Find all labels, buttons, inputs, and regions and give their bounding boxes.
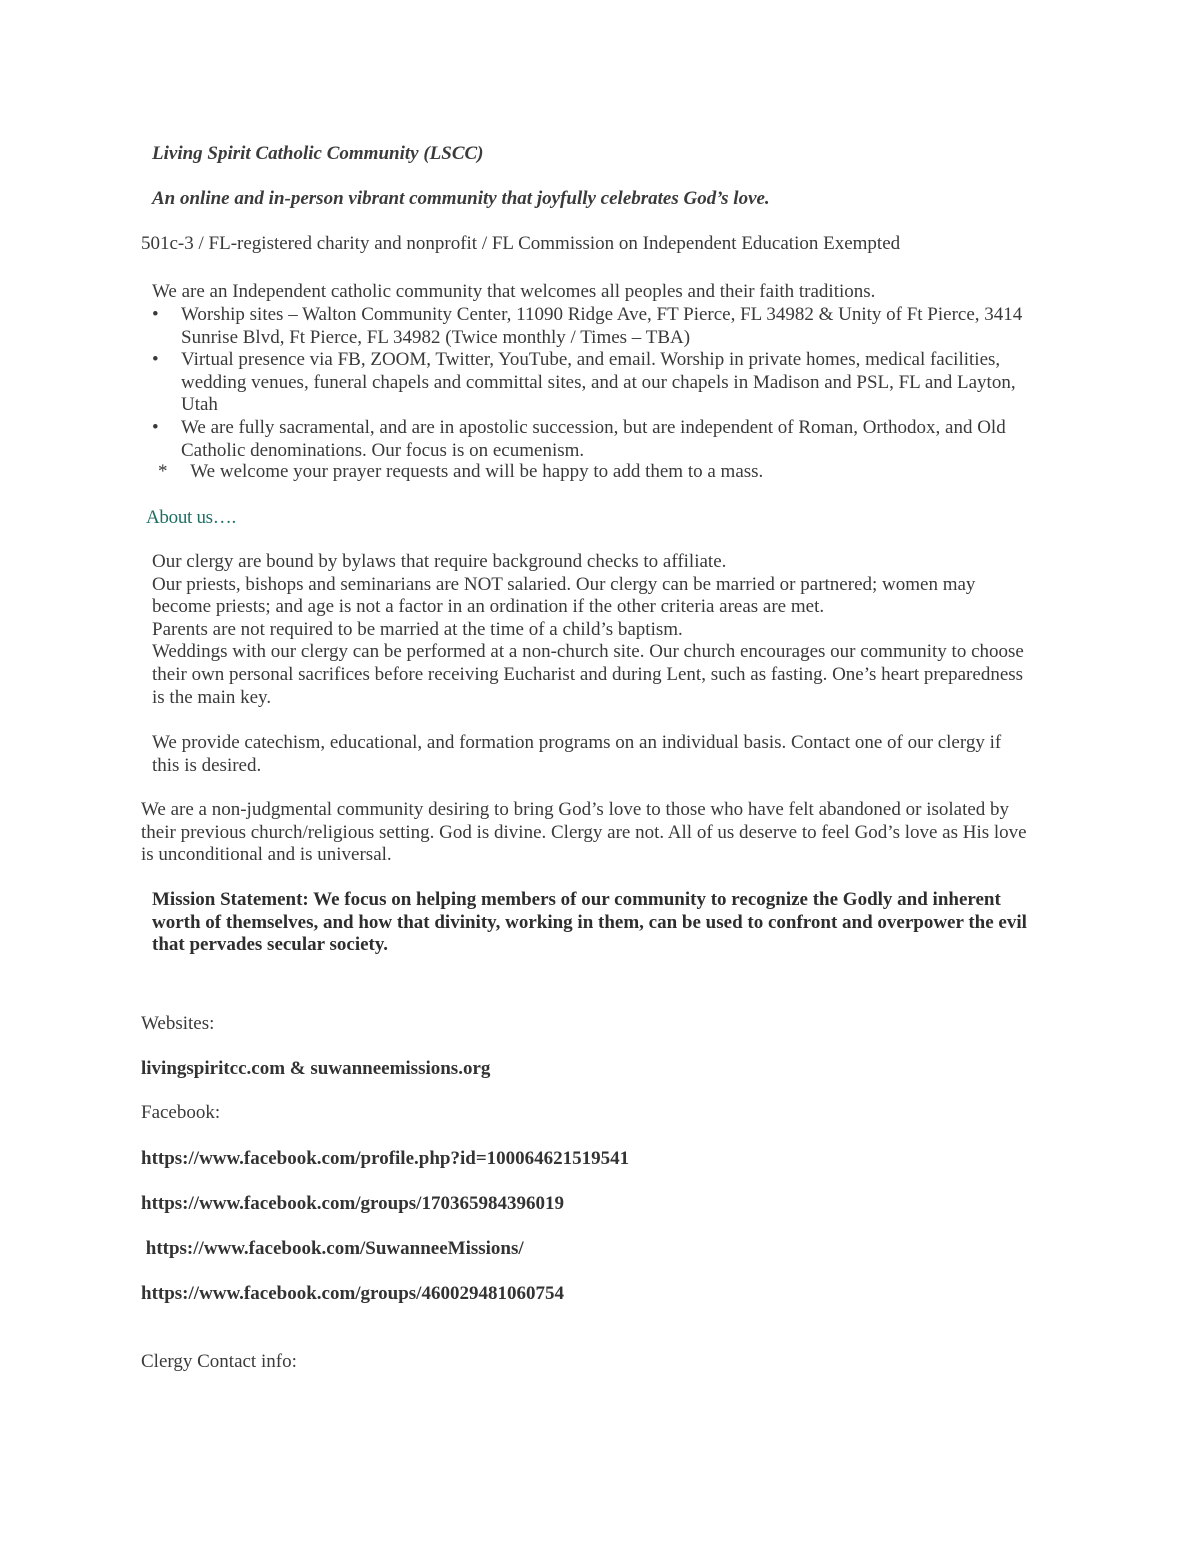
community-line: their previous church/religious setting. God is divine. Clergy are not. All of us deserve to feel God’s love as His love [141,821,1027,843]
virtual-presence-text: Virtual presence via FB, ZOOM, Twitter, YouTube, and email. Worship in private homes, medical facilities, wedding venues, funeral chapels and committal sites, and at our chapels in Madison and PSL, FL and Layton, Utah [181,349,1016,416]
websites-label: Websites: [141,1013,215,1034]
about-line: Our priests, bishops and seminarians are NOT salaried. Our clergy can be married or partnered; women may [152,573,976,595]
bullet-icon: • [152,349,159,371]
charity-status: 501c-3 / FL-registered charity and nonprofit / FL Commission on Independent Education Exempted [141,233,901,254]
welcome-statement: We are an Independent catholic community that welcomes all peoples and their faith traditions. [152,281,876,302]
prayer-request-text: We welcome your prayer requests and will be happy to add them to a mass. [190,461,764,482]
community-line: We are a non-judgmental community desiring to bring God’s love to those who have felt abandoned or isolated by [141,799,1010,820]
catechism-paragraph [152,732,1072,777]
bullet-icon: • [152,416,159,438]
about-line: Our clergy are bound by bylaws that require background checks to affiliate. [152,551,727,572]
about-heading: About us…. [146,507,236,528]
catechism-line: this is desired. [152,754,262,776]
about-paragraph [152,551,1072,709]
clergy-contact-label: Clergy Contact info: [141,1351,297,1372]
community-paragraph [141,799,1061,867]
list-item [152,349,1052,417]
list-item [152,304,1052,349]
mission-line: that pervades secular society. [152,934,389,956]
about-line: Weddings with our clergy can be performed at a non-church site. Our church encourages our community to choose [152,641,1024,663]
facebook-group-link[interactable]: https://www.facebook.com/groups/170365984396019 [141,1193,564,1214]
page-title: Living Spirit Catholic Community (LSCC) [152,143,484,164]
about-line: Parents are not required to be married at the time of a child’s baptism. [152,618,683,640]
sacramental-text: We are fully sacramental, and are in apostolic succession, but are independent of Roman, Orthodox, and Old Catholic denominations. Our focus is on ecumenism. [181,416,1006,461]
mission-line: Mission Statement: We focus on helping members of our community to recognize the Godly and inherent [152,889,1001,910]
facebook-profile-link[interactable]: https://www.facebook.com/profile.php?id=100064621519541 [141,1148,630,1169]
websites-link[interactable]: livingspiritcc.com & suwanneemissions.org [141,1058,491,1079]
bullet-icon: • [152,304,159,325]
facebook-label: Facebook: [141,1102,221,1123]
mission-line: worth of themselves, and how that divinity, working in them, can be used to confront and overpower the evil [152,911,1027,933]
facebook-group-link[interactable]: https://www.facebook.com/groups/460029481060754 [141,1283,564,1304]
about-line: become priests; and age is not a factor in an ordination if the other criteria areas are met. [152,596,825,618]
mission-statement [152,889,1072,957]
list-item [152,417,1052,462]
asterisk-icon: * [158,461,168,482]
prayer-request-note [158,461,763,484]
about-line: their own personal sacrifices before receiving Eucharist and during Lent, such as fasting. One’s heart preparedness [152,663,1024,685]
community-line: is unconditional and is universal. [141,844,392,866]
catechism-line: We provide catechism, educational, and formation programs on an individual basis. Contact one of our clergy if [152,732,1002,753]
about-line: is the main key. [152,686,272,708]
tagline: An online and in-person vibrant community that joyfully celebrates God’s love. [152,188,770,209]
facebook-page-link[interactable]: https://www.facebook.com/SuwanneeMissions/ [141,1238,524,1259]
worship-sites-text: Worship sites – Walton Community Center, 11090 Ridge Ave, FT Pierce, FL 34982 & Unity of Ft Pierce, 3414 Sunrise Blvd, Ft Pierce, FL 34982 (Twice monthly / Times – TBA) [181,304,1023,348]
intro-bullet-list [152,304,1052,462]
